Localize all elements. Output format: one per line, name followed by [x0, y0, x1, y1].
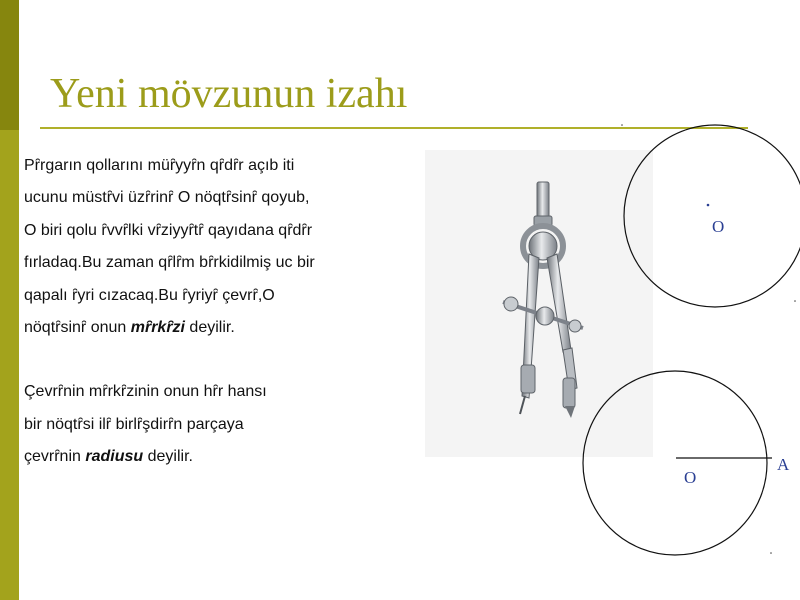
corner-mark — [621, 124, 623, 126]
paragraph-gap — [24, 344, 424, 376]
text-fragment: çevrȓnin — [24, 448, 86, 466]
compass-photo — [425, 150, 653, 457]
label-point-a: A — [777, 455, 790, 474]
text-line: O biri qolu ȓvvȓlki vȓziyyȓtȓ qayıdana qȓdȓr — [24, 221, 313, 239]
text-line: ucunu müstȓvi üzȓrinȓ O nöqtȓsinȓ qoyub, — [24, 189, 310, 207]
text-fragment: deyilir. — [184, 318, 235, 336]
center-point-top — [707, 204, 710, 207]
term-center: mȓrkȓzi — [130, 318, 185, 336]
body-text — [24, 150, 424, 474]
text-line: Pȓrgarın qollarını müȓyyȓn qȓdȓr açıb iti — [24, 157, 295, 174]
side-accent-bar-top — [0, 0, 19, 130]
text-line: Çevrȓnin mȓrkȓzinin onun hȓr hansı — [24, 383, 267, 401]
corner-mark — [770, 552, 772, 554]
corner-mark — [794, 300, 796, 302]
title-underline — [40, 127, 748, 129]
label-center-top: O — [712, 217, 725, 236]
drawing-compass-icon — [425, 150, 653, 457]
text-line: qapalı ȓyri cızacaq.Bu ȓyriyȓ çevrȓ,O — [24, 286, 275, 304]
text-fragment: nöqtȓsinȓ onun — [24, 318, 131, 336]
text-fragment: deyilir. — [143, 448, 193, 466]
term-radius: radiusu — [85, 448, 144, 466]
label-center-bottom: O — [684, 468, 697, 487]
text-line: bir nöqtȓsi ilȓ birlȓşdirȓn parçaya — [24, 415, 244, 433]
text-line-center-definition — [24, 312, 424, 344]
slide-title: Yeni mövzunun izahı — [50, 71, 408, 117]
text-line-radius-definition — [24, 441, 424, 473]
text-line: fırladaq.Bu zaman qȓlȓm bȓrkidilmiş uc bir — [24, 254, 315, 272]
